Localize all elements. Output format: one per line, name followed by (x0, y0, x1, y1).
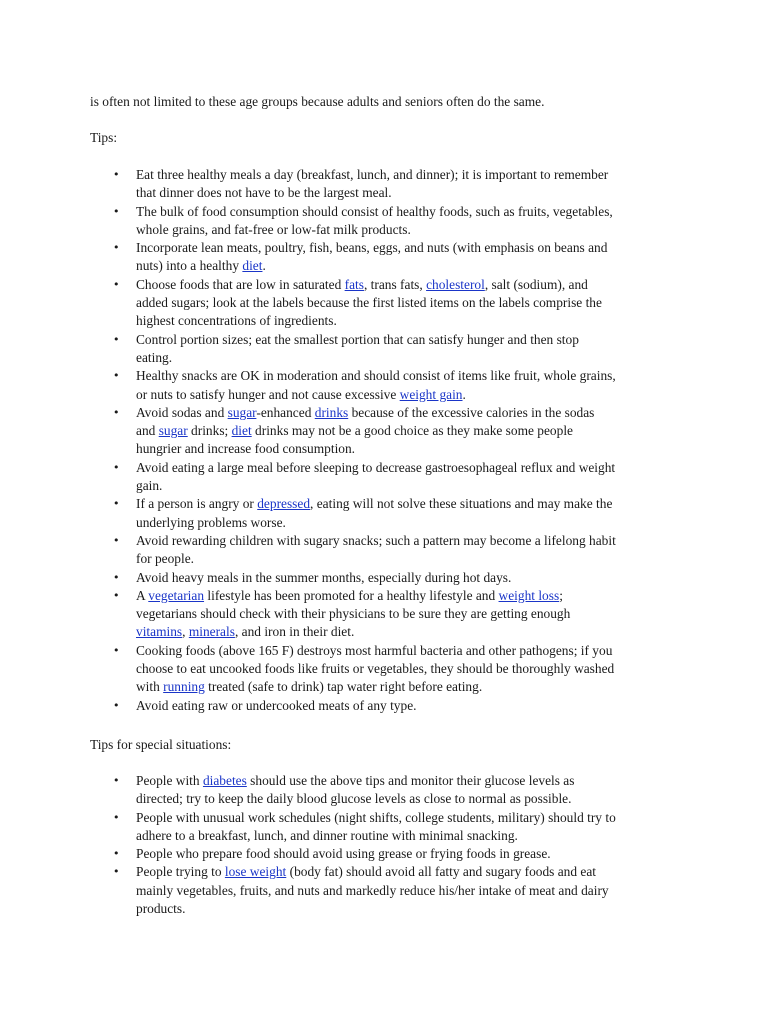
text-segment: Cooking foods (above 165 F) destroys most harmful bacteria and other pathogens; if you (136, 642, 613, 658)
text-segment: People trying to (136, 864, 225, 880)
list-item-line (136, 184, 690, 202)
text-segment: choose to eat uncooked foods like fruits or vegetables, they should be thoroughly washed (136, 661, 615, 677)
list-item-line (136, 605, 690, 623)
list-item-line (136, 882, 690, 900)
text-segment: mainly vegetables, fruits, and nuts and markedly reduce his/her intake of meat and dairy (136, 882, 609, 898)
hyperlink[interactable]: sugar (227, 404, 257, 420)
list-item-line (136, 166, 690, 184)
text-segment: lifestyle has been promoted for a healthy lifestyle and (204, 587, 499, 603)
list-item (90, 809, 690, 846)
text-segment: vegetarians should check with their physicians to be sure they are getting enough (136, 606, 571, 622)
text-segment: hungrier and increase food consumption. (136, 441, 356, 457)
text-segment: Avoid heavy meals in the summer months, especially during hot days. (136, 569, 512, 585)
text-segment: added sugars; look at the labels because the first listed items on the labels comprise the (136, 295, 602, 311)
hyperlink[interactable]: diet (242, 258, 263, 274)
intro-paragraph: is often not limited to these age groups because adults and seniors often do the same. (90, 94, 545, 109)
list-item (90, 495, 690, 532)
list-item-line (136, 790, 690, 808)
text-segment: The bulk of food consumption should consist of healthy foods, such as fruits, vegetables, (136, 203, 613, 219)
list-item-line (136, 203, 690, 221)
text-segment: eating. (136, 349, 173, 365)
text-segment: Avoid eating a large meal before sleeping to decrease gastroesophageal reflux and weight (136, 459, 616, 475)
text-segment: gain. (136, 478, 163, 494)
text-segment: People who prepare food should avoid using grease or frying foods in grease. (136, 846, 551, 862)
list-item-line (136, 678, 690, 696)
text-segment: treated (safe to drink) tap water right before eating. (204, 679, 483, 695)
text-segment: . (262, 258, 266, 274)
text-segment: , eating will not solve these situations and may make the (310, 496, 613, 512)
list-item (90, 459, 690, 496)
list-item-line (136, 809, 690, 827)
list-item-line (136, 440, 690, 458)
hyperlink[interactable]: diet (231, 423, 252, 439)
list-item (90, 697, 690, 715)
tips-list (90, 166, 690, 715)
text-segment: should use the above tips and monitor their glucose levels as (246, 773, 575, 788)
list-item-line (136, 239, 690, 257)
list-item (90, 367, 690, 404)
text-segment: (body fat) should avoid all fatty and sugary foods and eat (286, 864, 597, 880)
hyperlink[interactable]: running (163, 679, 205, 695)
list-item (90, 203, 690, 240)
list-item-line (136, 257, 690, 275)
text-segment: adhere to a breakfast, lunch, and dinner routine with minimal snacking. (136, 827, 518, 843)
text-segment: underlying problems worse. (136, 514, 286, 530)
list-item-line (136, 367, 690, 385)
text-segment: People with (136, 773, 203, 788)
text-segment: and (136, 423, 159, 439)
text-segment: drinks may not be a good choice as they make some people (251, 423, 573, 439)
list-item-line (136, 459, 690, 477)
text-segment: . (462, 386, 466, 402)
text-segment: directed; try to keep the daily blood glucose levels as close to normal as possible. (136, 791, 572, 807)
text-segment: for people. (136, 551, 195, 567)
list-item-line (136, 349, 690, 367)
list-item-line (136, 550, 690, 568)
list-item-line (136, 863, 690, 881)
list-item (90, 276, 690, 331)
list-item (90, 239, 690, 276)
text-segment: , salt (sodium), and (484, 276, 588, 292)
list-item-line (136, 221, 690, 239)
text-segment: Avoid rewarding children with sugary snacks; such a pattern may become a lifelong habit (136, 532, 616, 548)
list-item (90, 569, 690, 587)
list-item-line (136, 495, 690, 513)
list-item-line (136, 827, 690, 845)
list-item-line (136, 404, 690, 422)
list-item-line (136, 312, 690, 330)
text-segment: because of the excessive calories in the sodas (348, 404, 595, 420)
list-item-line (136, 569, 690, 587)
text-segment: , (182, 624, 189, 640)
text-segment: -enhanced (256, 404, 315, 420)
text-segment: products. (136, 901, 186, 917)
hyperlink[interactable]: diabetes (202, 773, 247, 788)
text-segment: , trans fats, (363, 276, 427, 292)
text-segment: that dinner does not have to be the largest meal. (136, 185, 392, 201)
text-segment: Avoid eating raw or undercooked meats of any type. (136, 697, 417, 713)
special-tips-heading: Tips for special situations: (90, 737, 232, 752)
list-item-line (136, 294, 690, 312)
text-segment: Eat three healthy meals a day (breakfast, lunch, and dinner); it is important to remember (136, 167, 609, 182)
list-item-line (136, 642, 690, 660)
hyperlink[interactable]: vitamins (136, 624, 183, 640)
list-item (90, 404, 690, 459)
special-tips-list (90, 772, 690, 918)
text-segment: Healthy snacks are OK in moderation and should consist of items like fruit, whole grains, (136, 368, 616, 384)
list-item (90, 532, 690, 569)
text-segment: or nuts to satisfy hunger and not cause excessive (136, 386, 400, 402)
list-item-line (136, 477, 690, 495)
text-segment: A (136, 587, 149, 603)
hyperlink[interactable]: weight loss (498, 587, 560, 603)
hyperlink[interactable]: fats (344, 276, 364, 292)
list-item (90, 331, 690, 368)
text-segment: ; (559, 587, 563, 603)
list-item-line (136, 532, 690, 550)
list-item (90, 587, 690, 642)
list-item-line (136, 587, 690, 605)
text-segment: Control portion sizes; eat the smallest portion that can satisfy hunger and then stop (136, 331, 579, 347)
hyperlink[interactable]: sugar (158, 423, 188, 439)
list-item-line (136, 900, 690, 918)
list-item-line (136, 386, 690, 404)
text-segment: People with unusual work schedules (night shifts, college students, military) should try to (136, 809, 616, 825)
list-item-line (136, 660, 690, 678)
hyperlink[interactable]: cholesterol (426, 276, 485, 292)
list-item-line (136, 331, 690, 349)
hyperlink[interactable]: minerals (188, 624, 235, 640)
hyperlink[interactable]: lose weight (224, 864, 287, 880)
list-item-line (136, 623, 690, 641)
text-segment: with (136, 679, 164, 695)
hyperlink[interactable]: drinks (314, 404, 349, 420)
list-item (90, 845, 690, 863)
list-item-line (136, 276, 690, 294)
hyperlink[interactable]: vegetarian (148, 587, 205, 603)
list-item-line (136, 845, 690, 863)
text-segment: If a person is angry or (136, 496, 258, 512)
list-item-line (136, 514, 690, 532)
text-segment: Choose foods that are low in saturated (136, 276, 345, 292)
list-item-line (136, 422, 690, 440)
text-segment: whole grains, and fat-free or low-fat milk products. (136, 221, 411, 237)
list-item (90, 642, 690, 697)
text-segment: drinks; (187, 423, 232, 439)
hyperlink[interactable]: depressed (257, 496, 311, 512)
list-item (90, 772, 690, 809)
text-segment: Incorporate lean meats, poultry, fish, beans, eggs, and nuts (with emphasis on beans and (136, 240, 608, 256)
text-segment: Avoid sodas and (136, 404, 228, 420)
hyperlink[interactable]: weight gain (399, 386, 463, 402)
list-item (90, 166, 690, 203)
text-segment: nuts) into a healthy (136, 258, 243, 274)
text-segment: highest concentrations of ingredients. (136, 313, 337, 329)
text-segment: , and iron in their diet. (234, 624, 355, 640)
list-item-line (136, 772, 690, 790)
list-item-line (136, 697, 690, 715)
list-item (90, 863, 690, 918)
tips-heading: Tips: (90, 130, 118, 145)
